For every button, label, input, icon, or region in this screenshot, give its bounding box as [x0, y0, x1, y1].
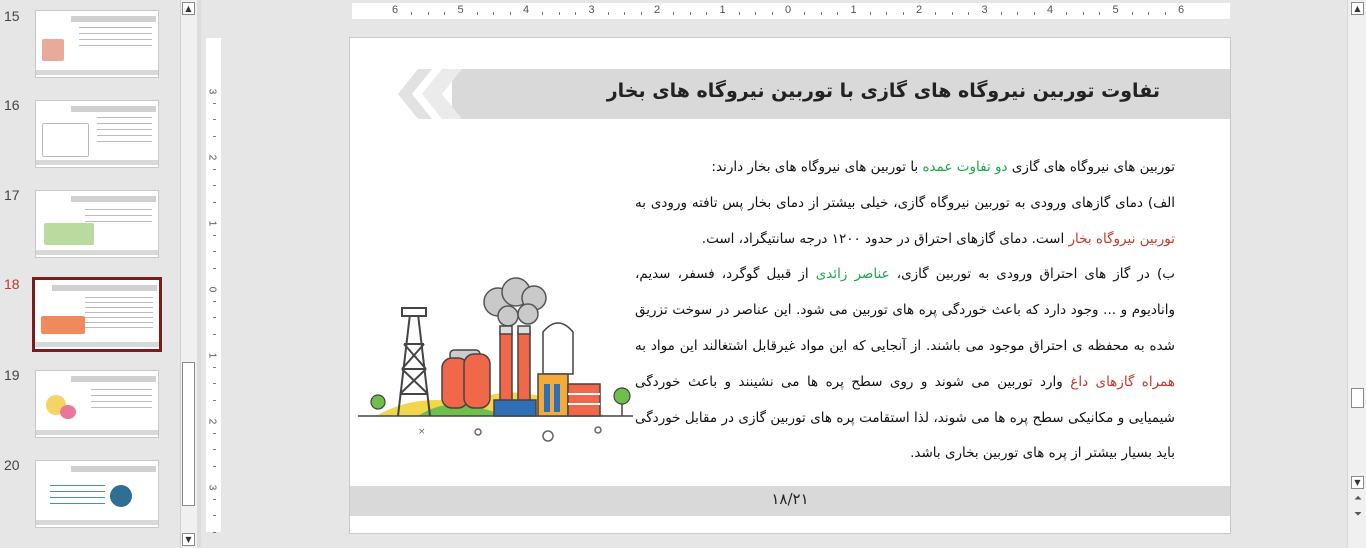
ruler-tick: [935, 12, 936, 15]
ruler-tick: [690, 12, 691, 15]
thumb-text-line: [85, 297, 153, 298]
thumbnail-number: 20: [4, 457, 20, 473]
highlight-text: توربین نیروگاه بخار: [1068, 230, 1175, 247]
ruler-tick: [213, 334, 216, 335]
text-run: توربین های نیروگاه های گازی: [1007, 159, 1175, 175]
chevron-arrows-icon: [398, 69, 488, 119]
thumb-illustration: [42, 123, 89, 157]
thumb-text-line: [91, 389, 152, 390]
highlight-text: عناصر زائدی: [815, 266, 890, 283]
slide-thumbnail-15[interactable]: [35, 10, 159, 78]
thumb-text-line: [50, 491, 105, 492]
ruler-tick: [886, 12, 887, 15]
thumb-footer-bar: [36, 520, 158, 525]
ruler-label: 6: [391, 4, 399, 16]
ruler-tick: [213, 202, 216, 203]
ruler-tick: [213, 235, 216, 236]
thumb-title-bar: [52, 285, 157, 291]
ruler-label: 4: [1046, 4, 1054, 16]
ruler-tick: [542, 12, 543, 15]
ruler-tick: [213, 136, 216, 137]
ruler-tick: [804, 12, 805, 15]
power-plant-illustration[interactable]: [358, 274, 638, 484]
thumbnail-number: 18: [4, 276, 20, 292]
thumb-title-bar: [71, 106, 156, 112]
vertical-ruler[interactable]: [206, 38, 221, 532]
slide-title[interactable]: تفاوت توربین نیروگاه های گازی با توربین نیروگاه های بخار: [606, 80, 1160, 102]
scroll-down-icon[interactable]: ▼: [1351, 476, 1364, 489]
thumb-text-line: [79, 45, 152, 46]
ruler-label: 3: [981, 4, 988, 16]
ruler-tick: [1001, 12, 1002, 15]
page-number: ۱۸/۲۱: [771, 490, 809, 508]
thumb-text-line: [85, 307, 153, 308]
ruler-tick: [477, 12, 478, 15]
thumb-text-line: [85, 215, 152, 216]
thumb-text-line: [91, 395, 152, 396]
ruler-tick: [641, 12, 642, 15]
ruler-tick: [510, 12, 511, 15]
thumb-text-line: [91, 407, 152, 408]
text-run: است. دمای گازهای احتراق در حدود ۱۲۰۰ درجه سانتیگراد، است.: [701, 230, 1069, 247]
paragraph-be: [635, 257, 1175, 472]
thumb-text-line: [91, 401, 152, 402]
highlight-text: دو تفاوت عمده: [922, 159, 1008, 175]
slide-thumbnail-18[interactable]: [32, 277, 162, 352]
ruler-label: 3: [206, 88, 218, 95]
ruler-label: 0: [784, 4, 792, 16]
slide-thumbnail-19[interactable]: [35, 370, 159, 438]
ruler-tick: [213, 532, 216, 533]
ruler-tick: [1083, 12, 1084, 15]
thumb-text-line: [85, 221, 152, 222]
horizontal-ruler[interactable]: [352, 3, 1230, 19]
body-text-box[interactable]: [635, 150, 1175, 472]
text-run: از قبیل گوگرد، فسفر، سدیم، وانادیوم و ... وجود دارد که باعث خوردگی پره های توربین می شود. این عناصر در سوخت تزریق شده به محفظه ی احتراق موجود می باشند. از آنجایی که این مواد غیرقابل اشتغالند این مواد به: [635, 266, 1175, 354]
ruler-tick: [213, 515, 216, 516]
scroll-down-icon[interactable]: ▼: [182, 533, 195, 546]
text-run: با توربین های نیروگاه های بخار دارند:: [711, 159, 923, 175]
ruler-label: 6: [1177, 4, 1185, 16]
ruler-tick: [428, 12, 429, 15]
ruler-tick: [952, 12, 953, 15]
ruler-tick: [213, 103, 216, 104]
ruler-label: 3: [206, 484, 218, 491]
ruler-label: 2: [915, 4, 923, 16]
thumb-footer-bar: [36, 250, 158, 255]
slide-scrollbar[interactable]: [1347, 0, 1366, 548]
thumb-illustration: [110, 485, 132, 507]
ruler-tick: [213, 169, 216, 170]
ruler-tick: [837, 12, 838, 15]
ruler-tick: [706, 12, 707, 15]
ruler-label: 1: [850, 4, 857, 16]
thumb-illustration: [41, 316, 85, 334]
ruler-label: 2: [206, 418, 218, 425]
ruler-tick: [559, 12, 560, 15]
thumbnail-number: 15: [4, 8, 20, 24]
ruler-label: 4: [522, 4, 530, 16]
thumb-text-line: [50, 503, 105, 504]
thumb-footer-bar: [36, 160, 158, 165]
ruler-tick: [755, 12, 756, 15]
thumb-text-line: [85, 322, 153, 323]
thumb-footer-bar: [36, 430, 158, 435]
ruler-tick: [213, 268, 216, 269]
thumb-illustration: [42, 39, 64, 61]
thumb-text-line: [50, 497, 105, 498]
ruler-tick: [1165, 12, 1166, 15]
thumbnail-number: 19: [4, 367, 20, 383]
thumb-text-line: [85, 317, 153, 318]
ruler-tick: [213, 185, 216, 186]
thumb-text-line: [79, 39, 152, 40]
ruler-tick: [1099, 12, 1100, 15]
ruler-tick: [213, 367, 216, 368]
thumb-text-line: [85, 312, 153, 313]
ruler-tick: [213, 400, 216, 401]
svg-text:×: ×: [418, 427, 426, 437]
ruler-tick: [821, 12, 822, 15]
ruler-tick: [1017, 12, 1018, 15]
ruler-tick: [1034, 12, 1035, 15]
ruler-tick: [772, 12, 773, 15]
thumb-text-line: [97, 135, 152, 136]
ruler-label: 2: [206, 154, 218, 161]
highlight-text: همراه گازهای داغ: [1070, 373, 1175, 390]
slide-thumbnail-pane: [0, 0, 180, 548]
thumb-footer-bar: [35, 342, 159, 347]
ruler-tick: [213, 466, 216, 467]
thumb-text-line: [97, 117, 152, 118]
thumbnail-scrollbar[interactable]: [180, 0, 197, 548]
ruler-tick: [673, 12, 674, 15]
ruler-label: 1: [206, 220, 218, 227]
ruler-tick: [213, 449, 216, 450]
ruler-tick: [213, 251, 216, 252]
paragraph-intro: [635, 150, 1175, 186]
ruler-tick: [608, 12, 609, 15]
ruler-tick: [1132, 12, 1133, 15]
ruler-tick: [1066, 12, 1067, 15]
ruler-label: 5: [457, 4, 464, 16]
ruler-tick: [411, 12, 412, 15]
text-run: وارد توربین می شوند و روی سطح پره ها می نشینند و باعث خوردگی شیمیایی و مکانیکی سطح پره ها می شوند، لذا استقامت پره های توربین گازی در مقابل خوردگی باید بسیار بیشتر از پره های توربین بخاری باشد.: [635, 373, 1175, 462]
ruler-tick: [493, 12, 494, 15]
thumb-text-line: [85, 209, 152, 210]
thumb-text-line: [85, 302, 153, 303]
thumb-text-line: [79, 27, 152, 28]
ruler-tick: [213, 301, 216, 302]
text-run: ب) در گاز های احتراق ورودی به توربین گازی،: [889, 266, 1175, 283]
ruler-label: 2: [653, 4, 661, 16]
slide-thumbnail-17[interactable]: [35, 190, 159, 258]
ruler-tick: [870, 12, 871, 15]
ruler-tick: [213, 499, 216, 500]
ruler-tick: [903, 12, 904, 15]
ruler-tick: [739, 12, 740, 15]
thumbnail-number: 17: [4, 187, 20, 203]
previous-slide-icon[interactable]: ⏶: [1354, 493, 1362, 504]
scroll-up-icon[interactable]: ▲: [1351, 2, 1364, 15]
ruler-label: 0: [206, 286, 218, 293]
ruler-tick: [213, 317, 216, 318]
scrollbar-thumb[interactable]: [182, 362, 195, 506]
thumbnail-number: 16: [4, 97, 20, 113]
slide-thumbnail-16[interactable]: [35, 100, 159, 168]
thumb-text-line: [79, 33, 152, 34]
slide-thumbnail-20[interactable]: [35, 460, 159, 528]
ruler-label: 5: [1112, 4, 1119, 16]
thumb-title-bar: [71, 466, 156, 472]
thumb-text-line: [97, 123, 152, 124]
ruler-tick: [1148, 12, 1149, 15]
ruler-label: 1: [719, 4, 726, 16]
thumb-illustration: [44, 223, 94, 245]
thumb-text-line: [97, 141, 152, 142]
ruler-tick: [575, 12, 576, 15]
ruler-tick: [213, 119, 216, 120]
ruler-tick: [213, 383, 216, 384]
thumb-footer-bar: [36, 70, 158, 75]
thumb-title-bar: [71, 16, 156, 22]
ruler-label: 1: [206, 352, 218, 359]
thumb-title-bar: [71, 376, 156, 382]
slide-canvas[interactable]: [350, 38, 1230, 533]
thumb-text-line: [50, 485, 105, 486]
thumb-illustration: [60, 405, 76, 419]
thumb-text-line: [85, 327, 153, 328]
next-slide-icon[interactable]: ⏷: [1354, 509, 1362, 520]
ruler-label: 3: [588, 4, 595, 16]
paragraph-alef: [635, 186, 1175, 258]
ruler-tick: [624, 12, 625, 15]
text-run: الف) دمای گازهای ورودی به توربین نیروگاه گازی، خیلی بیشتر از دمای بخار پس تافته ورودی به: [635, 194, 1175, 211]
scrollbar-thumb[interactable]: [1351, 388, 1364, 408]
scroll-up-icon[interactable]: ▲: [182, 2, 195, 15]
thumb-text-line: [97, 129, 152, 130]
thumb-title-bar: [71, 196, 156, 202]
ruler-tick: [444, 12, 445, 15]
ruler-tick: [213, 433, 216, 434]
ruler-tick: [968, 12, 969, 15]
